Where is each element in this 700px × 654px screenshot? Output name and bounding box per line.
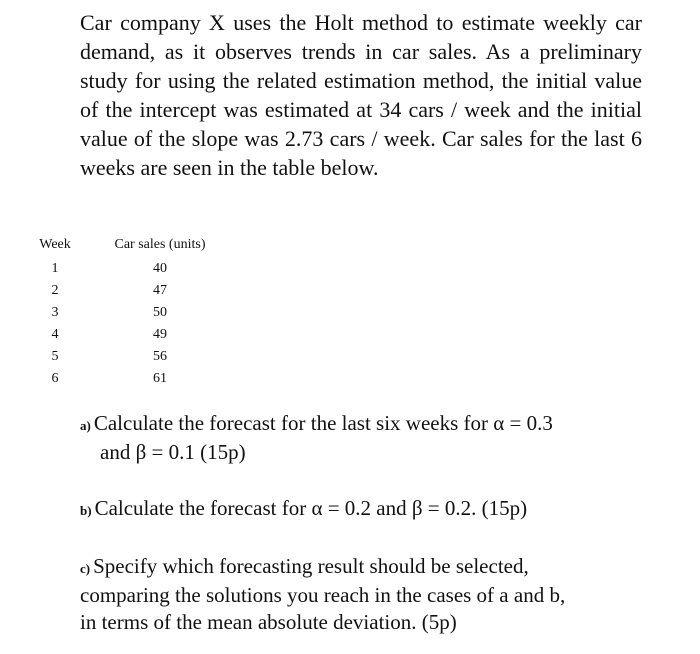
question-a-letter: a) [80,418,91,433]
table-row [30,302,230,324]
question-c [80,553,650,636]
sales-column-header: Car sales (units) [114,237,206,252]
week-cell: 6 [51,371,59,386]
question-c-letter: c) [80,561,91,576]
sales-cell: 50 [153,305,167,320]
sales-cell: 61 [153,371,167,386]
question-c-line1: Specify which forecasting result should be selected, [93,554,529,578]
car-sales-table [30,232,230,390]
problem-intro: Car company X uses the Holt method to estimate weekly car demand, as it observes trends in car sales. As a preliminary study for using the related estimation method, the initial value of the intercept was estimated at 34 cars / week and the initial value of the slope was 2.73 cars / week. Car sales for the last 6 weeks are seen in the table below. [80,10,642,180]
question-b [80,495,650,524]
table-row [30,258,230,280]
table-header-row [30,232,230,258]
question-a-line1: Calculate the forecast for the last six weeks for α = 0.3 [93,411,553,435]
question-c-line2: comparing the solutions you reach in the cases of a and b, [80,583,566,607]
sales-cell: 47 [153,283,167,298]
week-cell: 1 [51,261,59,276]
question-a [80,410,650,466]
table-row [30,368,230,390]
question-c-line3: in terms of the mean absolute deviation. (5p) [80,610,457,634]
sales-cell: 40 [153,261,167,276]
week-cell: 3 [51,305,59,320]
sales-cell: 49 [153,327,167,342]
sales-cell: 56 [153,349,167,364]
question-a-line2: and β = 0.1 (15p) [100,440,246,464]
question-b-text: Calculate the forecast for α = 0.2 and β = 0.2. (15p) [94,496,528,520]
week-cell: 5 [51,349,59,364]
week-cell: 2 [51,283,59,298]
week-column-header: Week [39,237,71,252]
week-cell: 4 [51,327,59,342]
table-row [30,324,230,346]
table-row [30,280,230,302]
table-row [30,346,230,368]
question-b-letter: b) [80,503,92,518]
